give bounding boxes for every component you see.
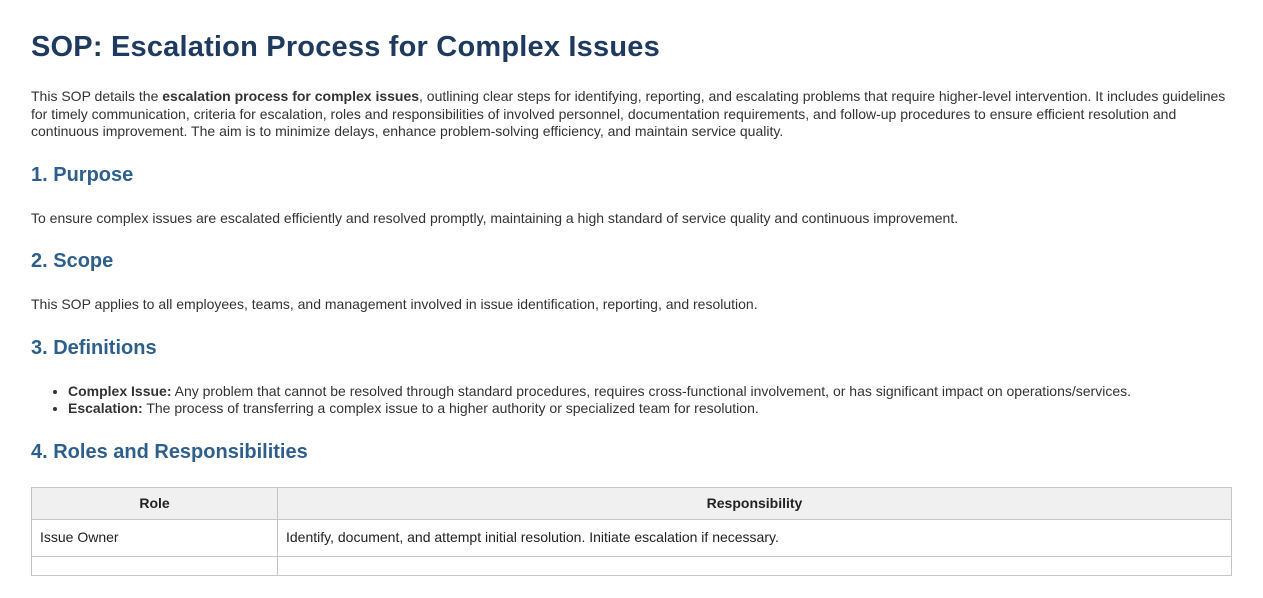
scope-paragraph: This SOP applies to all employees, teams, and management involved in issue identification, reporting, and resolution. <box>31 296 758 312</box>
definition-term: Escalation: <box>68 400 143 416</box>
definition-text: Any problem that cannot be resolved through standard procedures, requires cross-functional involvement, or has significant impact on operations/services. <box>171 382 1131 399</box>
scope-heading: 2. Scope <box>31 250 114 272</box>
table-row-partial <box>32 556 1232 575</box>
intro-bold-phrase: escalation process for complex issues <box>162 88 420 104</box>
definitions-list <box>31 383 1232 418</box>
intro-text-post: , outlining clear steps for identifying, reporting, and escalating problems that require higher-level intervention. It includes guidelines for timely communication, criteria for escalation, roles and responsibilities of involved personnel, documentation requirements, and follow-up procedures to ensure efficient resolution and continuous improvement. The aim is to minimize delays, enhance problem-solving efficiency, and maintain service quality. <box>31 88 1226 139</box>
purpose-heading: 1. Purpose <box>31 163 134 186</box>
role-column-header: Role <box>32 487 278 520</box>
definition-item-escalation <box>68 400 1232 418</box>
table-row-issue-owner <box>32 520 1232 557</box>
responsibility-column-header: Responsibility <box>278 487 1232 520</box>
definition-text: The process of transferring a complex issue to a higher authority or specialized team for resolution. <box>142 400 759 416</box>
definitions-heading: 3. Definitions <box>31 336 157 359</box>
role-cell: Issue Owner <box>32 520 278 557</box>
responsibility-cell <box>278 556 1232 575</box>
page-title: SOP: Escalation Process for Complex Issues <box>31 31 660 63</box>
definition-term: Complex Issue: <box>68 382 172 399</box>
intro-text-pre: This SOP details the <box>31 88 163 104</box>
responsibility-cell: Identify, document, and attempt initial resolution. Initiate escalation if necessary. <box>278 520 1232 557</box>
role-cell <box>32 556 278 575</box>
table-header-row <box>32 487 1232 520</box>
definition-item-complex-issue <box>68 383 1232 401</box>
roles-table <box>31 487 1232 576</box>
intro-paragraph <box>31 88 1232 141</box>
roles-heading: 4. Roles and Responsibilities <box>31 440 308 463</box>
purpose-paragraph: To ensure complex issues are escalated efficiently and resolved promptly, maintaining a high standard of service quality and continuous improvement. <box>31 209 959 226</box>
